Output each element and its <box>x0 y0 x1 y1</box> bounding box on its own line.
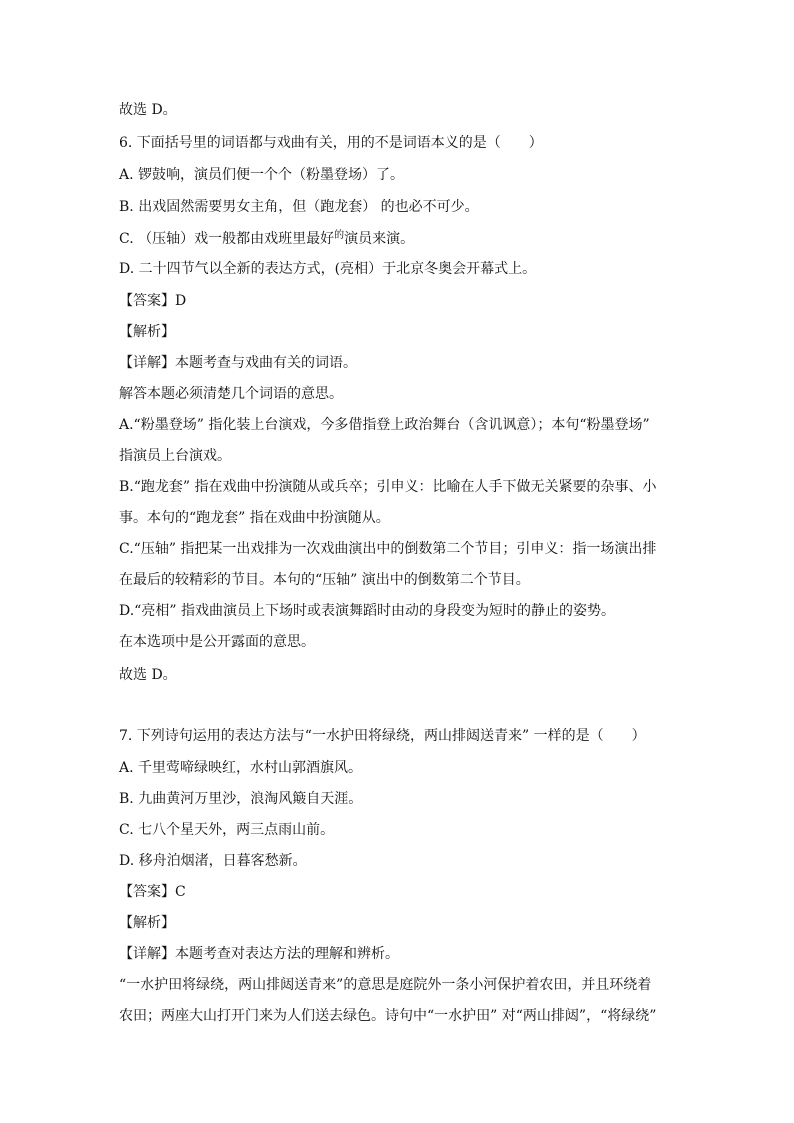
q7-option-b: B. 九曲黄河万里沙，浪淘风簸自天涯。 <box>119 791 363 807</box>
q6-option-c-text: C. （压轴）戏一般都由戏班里最好 <box>119 231 335 247</box>
q6-intro: 解答本题必须清楚几个词语的意思。 <box>119 386 343 402</box>
q6-explain-b-2: 事。本句的“跑龙套” 指在戏曲中扮演随从。 <box>119 510 390 526</box>
q6-explain-c-1: C.“压轴” 指把某一出戏排为一次戏曲演出中的倒数第二个节目；引申义：指一场演出排 <box>119 541 657 557</box>
q6-answer: 【答案】D <box>119 293 187 309</box>
q6-explain-c-2: 在最后的较精彩的节目。本句的“压轴” 演出中的倒数第二个节目。 <box>119 572 530 588</box>
q6-explain-a-1: A.“粉墨登场” 指化装上台演戏，今多借指登上政治舞台（含讥讽意）；本句“粉墨登场” <box>119 417 650 433</box>
q7-answer: 【答案】C <box>119 884 186 900</box>
q6-option-c-tail: 演员来演。 <box>344 231 415 247</box>
q6-explain-d-1: D.“亮相” 指戏曲演员上下场时或表演舞蹈时由动的身段变为短时的静止的姿势。 <box>119 603 615 619</box>
q6-option-d: D. 二十四节气以全新的表达方式，(亮相）于北京冬奥会开幕式上。 <box>119 261 537 277</box>
q6-option-b: B. 出戏固然需要男女主角，但（跑龙套） 的也必不可少。 <box>119 199 479 215</box>
q7-explain-1: “一水护田将绿绕，两山排闼送青来”的意思是庭院外一条小河保护着农田，并且环绕着 <box>119 977 652 993</box>
q6-option-c <box>119 230 414 250</box>
q7-option-a: A. 千里莺啼绿映红，水村山郭酒旗风。 <box>119 760 363 776</box>
q6-explain-b-1: B.“跑龙套” 指在戏曲中扮演随从或兵卒；引申义：比喻在人手下做无关紧要的杂事、小 <box>119 479 657 495</box>
q7-analysis-label: 【解析】 <box>119 915 175 931</box>
q6-stem: 6. 下面括号里的词语都与戏曲有关，用的不是词语本义的是（ ） <box>119 135 543 151</box>
q5-conclusion: 故选 D。 <box>119 102 177 118</box>
q6-explain-d-2: 在本选项中是公开露面的意思。 <box>119 634 315 650</box>
q6-option-a: A. 锣鼓响，演员们便一个个（粉墨登场）了。 <box>119 167 405 183</box>
q7-option-d: D. 移舟泊烟渚，日暮客愁新。 <box>119 853 307 869</box>
q6-explain-a-2: 指演员上台演戏。 <box>119 448 231 464</box>
q7-option-c: C. 七八个星天外，两三点雨山前。 <box>119 822 335 838</box>
q7-detail: 【详解】本题考查对表达方法的理解和辨析。 <box>119 946 399 962</box>
q6-detail: 【详解】本题考查与戏曲有关的词语。 <box>119 355 357 371</box>
q6-conclusion: 故选 D。 <box>119 667 177 683</box>
q6-option-c-superscript: 的 <box>334 230 345 241</box>
q6-analysis-label: 【解析】 <box>119 324 175 340</box>
q7-explain-2: 农田；两座大山打开门来为人们送去绿色。诗句中“一水护田” 对“两山排闼”，“将绿绕” <box>119 1008 657 1024</box>
q7-stem: 7. 下列诗句运用的表达方法与“一水护田将绿绕，两山排闼送青来” 一样的是（ ） <box>119 728 646 744</box>
